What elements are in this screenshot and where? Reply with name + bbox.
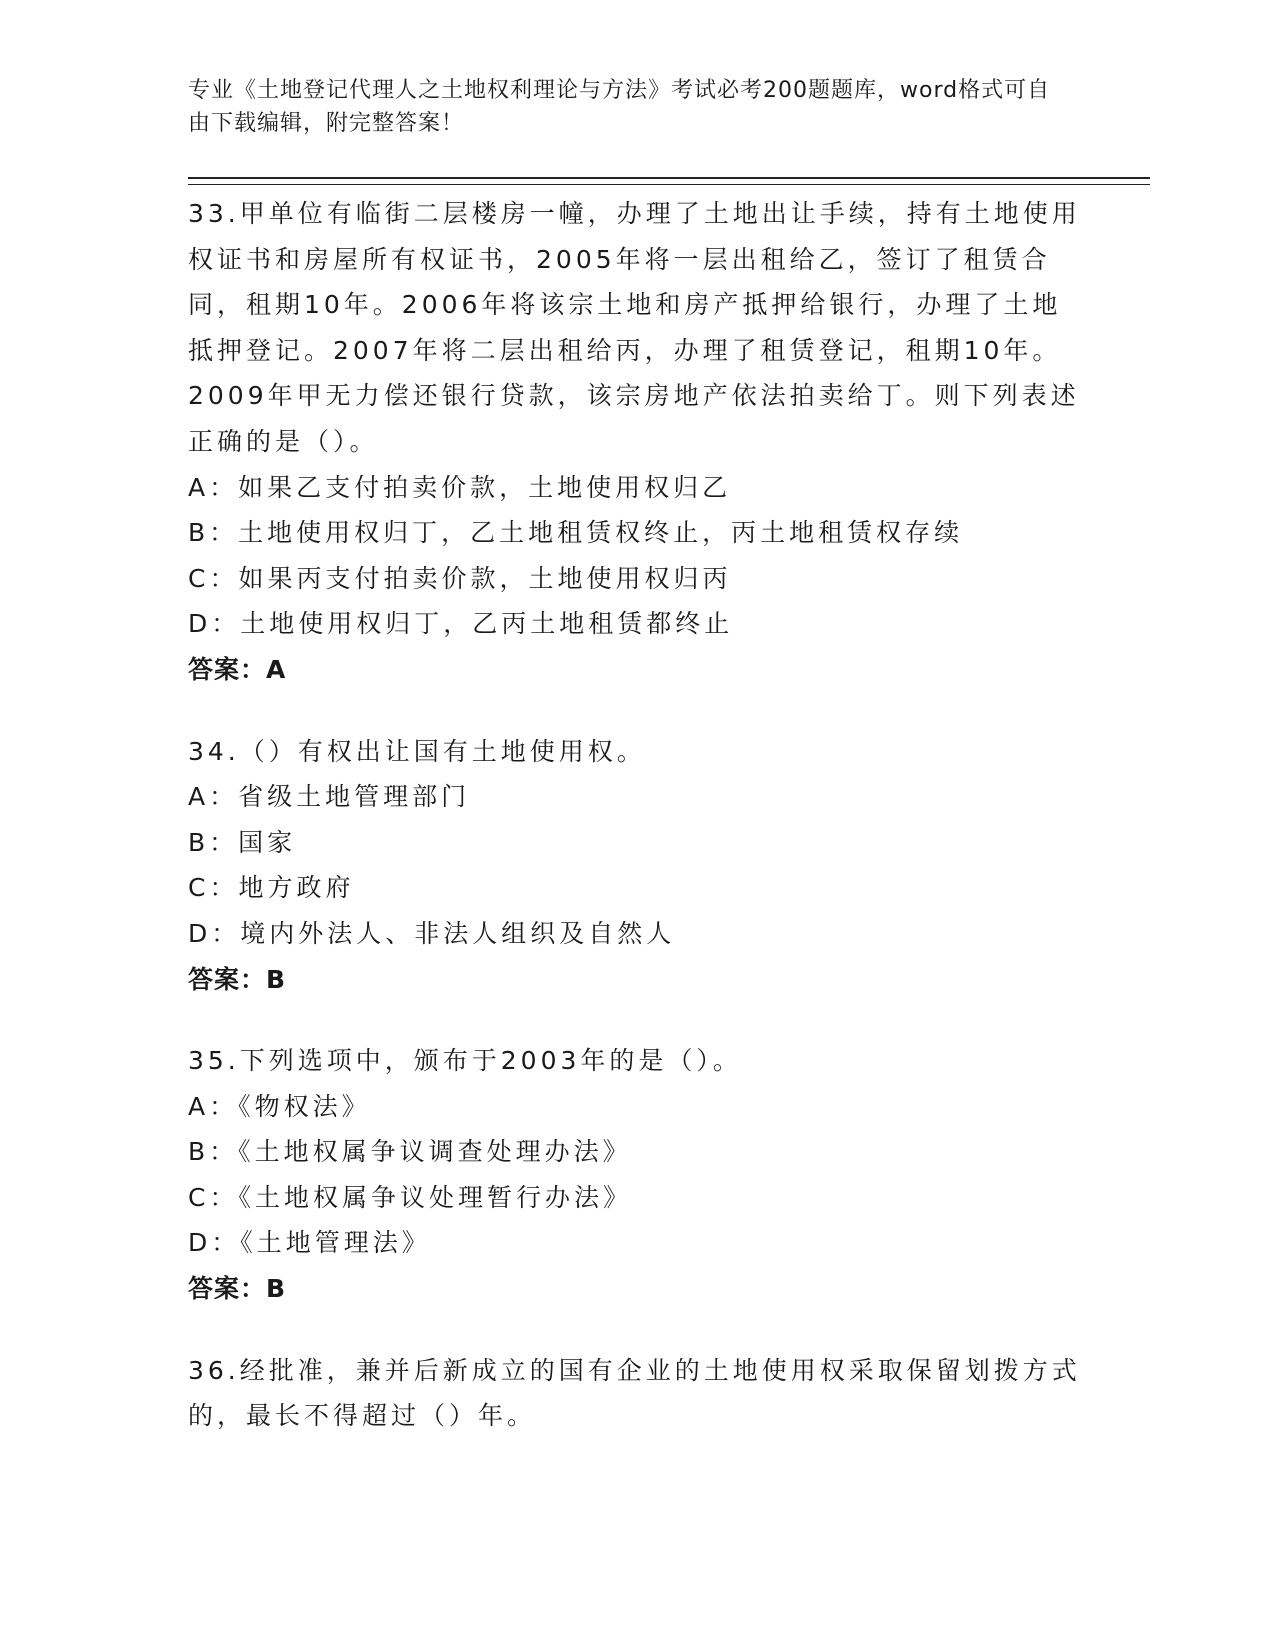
- option-c: C：《土地权属争议处理暂行办法》: [188, 1182, 632, 1212]
- option-b: B：国家: [188, 827, 297, 857]
- option-c: C：地方政府: [188, 873, 355, 903]
- document-header: 专业《土地登记代理人之土地权利理论与方法》考试必考200题题库，word格式可自由下载编辑，附完整答案！: [188, 78, 1051, 136]
- question-stem: 36.经批准，兼并后新成立的国有企业的土地使用权采取保留划拨方式的，最长不得超过（）年。: [188, 1355, 1081, 1431]
- option-b: B：《土地权属争议调查处理办法》: [188, 1137, 632, 1167]
- question-35: [188, 1038, 1088, 1312]
- option-d: D：《土地管理法》: [188, 1228, 431, 1258]
- answer-line: 答案：A: [188, 654, 287, 684]
- header-rule-top: [188, 177, 1150, 179]
- answer-line: 答案：B: [188, 1274, 287, 1304]
- question-36: [188, 1348, 1088, 1439]
- question-stem: 35.下列选项中，颁布于2003年的是（）。: [188, 1046, 742, 1076]
- option-a: A：《物权法》: [188, 1091, 371, 1121]
- question-list: [188, 191, 1088, 1475]
- option-d: D：土地使用权归丁，乙丙土地租赁都终止: [188, 609, 734, 639]
- header-rule-bottom: [188, 184, 1150, 185]
- option-c: C：如果丙支付拍卖价款，土地使用权归丙: [188, 563, 732, 593]
- question-33: [188, 191, 1088, 693]
- question-stem: 33.甲单位有临街二层楼房一幢，办理了土地出让手续，持有土地使用权证书和房屋所有权证书，2005年将一层出租给乙，签订了租赁合同，租期10年。2006年将该宗土地和房产抵押给银行，办理了土地抵押登记。2007年将二层出租给丙，办理了租赁登记，租期10年。2009年甲无力偿还银行贷款，该宗房地产依法拍卖给丁。则下列表述正确的是（）。: [188, 199, 1081, 456]
- answer-line: 答案：B: [188, 964, 287, 994]
- option-b: B：土地使用权归丁，乙土地租赁权终止，丙土地租赁权存续: [188, 518, 964, 548]
- option-a: A：省级土地管理部门: [188, 782, 471, 812]
- option-a: A：如果乙支付拍卖价款，土地使用权归乙: [188, 472, 732, 502]
- option-d: D：境内外法人、非法人组织及自然人: [188, 918, 676, 948]
- question-34: [188, 729, 1088, 1003]
- question-stem: 34.（）有权出让国有土地使用权。: [188, 736, 646, 766]
